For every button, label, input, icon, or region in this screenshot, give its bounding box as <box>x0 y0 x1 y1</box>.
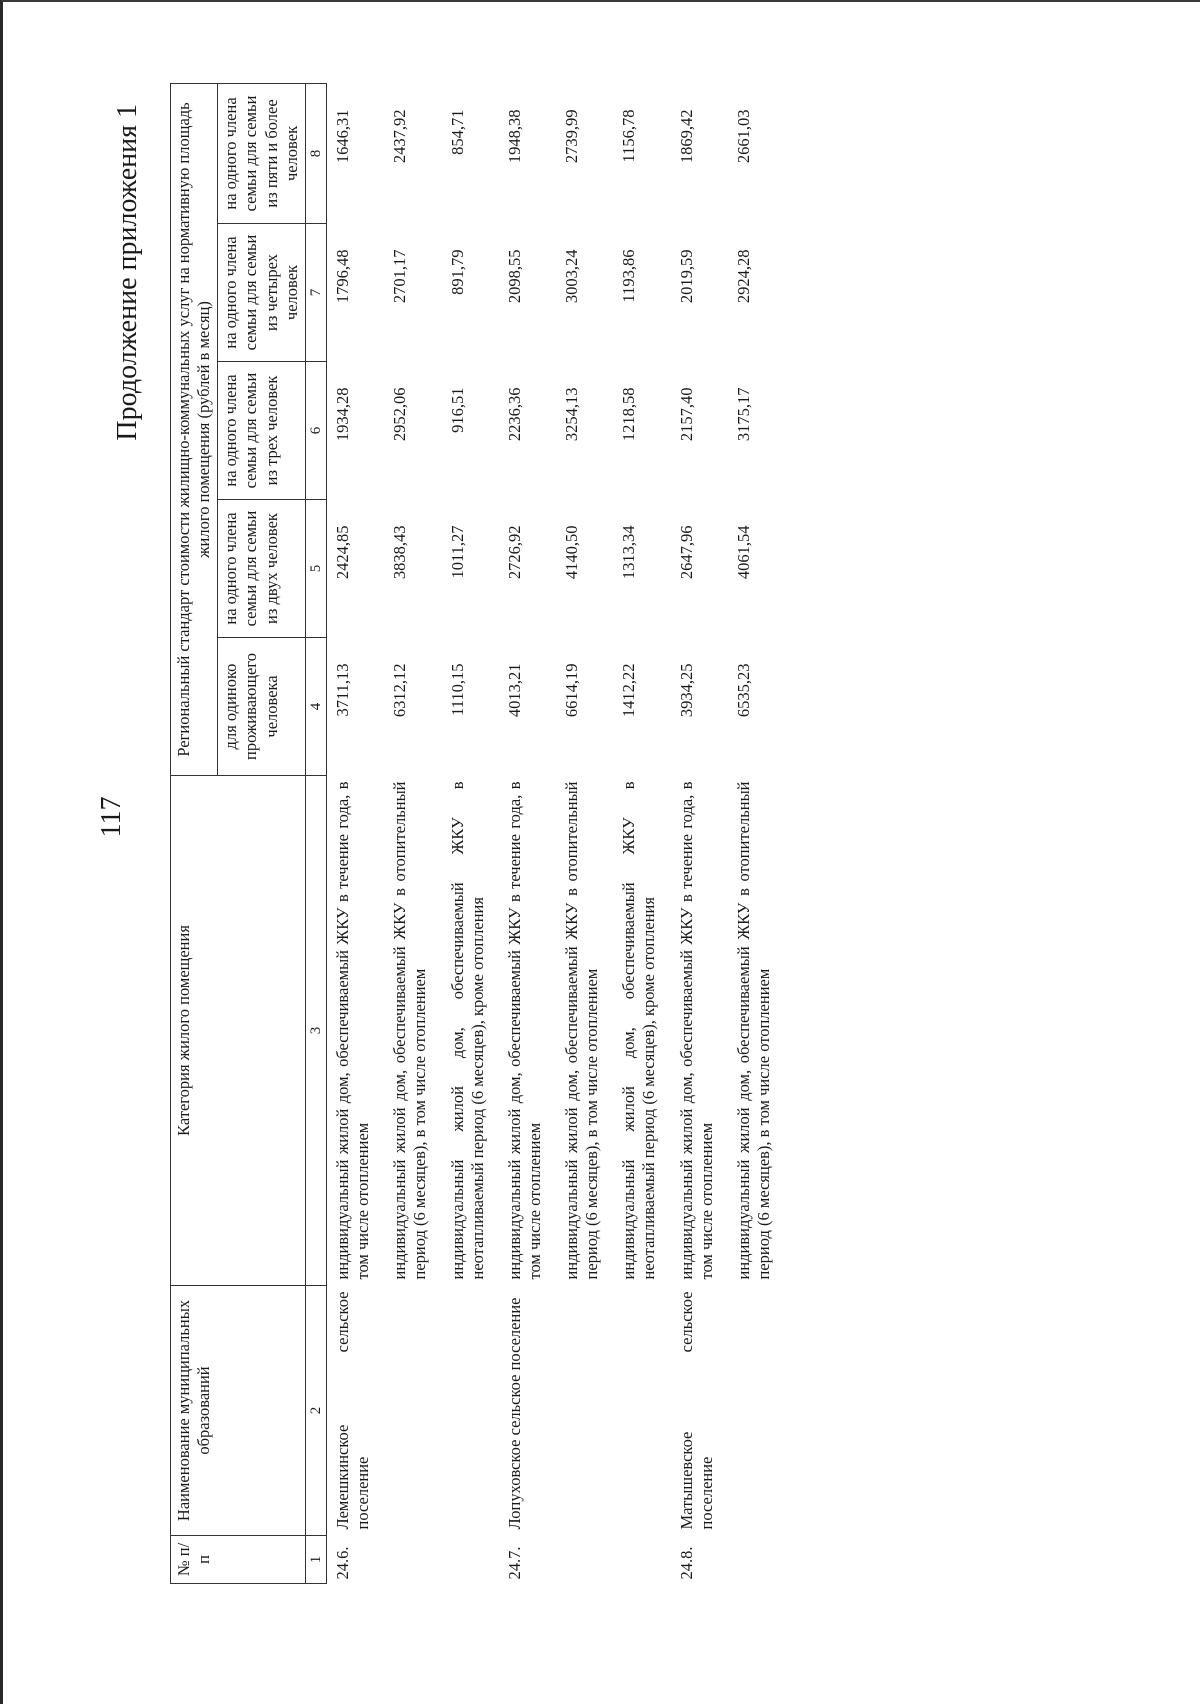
header-name: Наименование муниципальных образований <box>171 1286 306 1536</box>
value-three: 916,51 <box>447 387 467 433</box>
col-number: 5 <box>305 500 326 638</box>
category: индивидуальный жилой дом, обеспечиваемый ЖКУ в течение года, в том числе отоплением <box>676 781 716 1280</box>
table-row <box>327 83 388 1583</box>
value-single: 6535,23 <box>733 663 753 718</box>
value-five: 2661,03 <box>733 109 753 164</box>
value-five: 2437,92 <box>390 109 410 164</box>
value-two: 2647,96 <box>676 525 696 580</box>
value-two: 2424,85 <box>333 525 353 580</box>
value-two: 1313,34 <box>619 525 639 580</box>
col-number: 8 <box>305 83 326 223</box>
value-three: 1218,58 <box>619 387 639 442</box>
col-number: 6 <box>305 362 326 500</box>
value-two: 2726,92 <box>504 525 524 580</box>
value-five: 1646,31 <box>333 109 353 164</box>
value-five: 1156,78 <box>619 109 639 163</box>
value-two: 1011,27 <box>447 525 467 579</box>
category: индивидуальный жилой дом, обеспечиваемый ЖКУ в отопительный период (6 месяцев), в том числе отоплением <box>562 781 602 1280</box>
value-single: 1412,22 <box>619 663 639 718</box>
header-group-title: Региональный стандарт стоимости жилищно-коммунальных услуг на нормативную площадь жилого помещения (рублей в месяц) <box>171 83 218 775</box>
value-four: 1796,48 <box>333 249 353 304</box>
value-three: 2236,36 <box>504 387 524 442</box>
value-single: 3934,25 <box>676 663 696 718</box>
table-row <box>502 83 559 1583</box>
col-number: 7 <box>305 224 326 362</box>
value-four: 2098,55 <box>504 249 524 304</box>
value-four: 2924,28 <box>733 249 753 304</box>
col-number: 1 <box>305 1536 326 1584</box>
row-number: 24.8. <box>676 1546 696 1580</box>
value-four: 2019,59 <box>676 249 696 304</box>
rotated-page <box>0 64 1200 1704</box>
value-three: 3254,13 <box>562 387 582 442</box>
value-single: 3711,13 <box>333 663 353 717</box>
value-single: 6614,19 <box>562 663 582 718</box>
value-four: 2701,17 <box>390 249 410 304</box>
value-two: 3838,43 <box>390 525 410 580</box>
category: индивидуальный жилой дом, обеспечиваемый ЖКУ в отопительный период (6 месяцев), в том числе отоплением <box>390 781 430 1280</box>
row-number: 24.7. <box>504 1546 524 1580</box>
value-four: 3003,24 <box>562 249 582 304</box>
table-row <box>674 83 731 1583</box>
header-sub-two: на одного члена семьи для семьи из двух человек <box>218 500 306 638</box>
value-single: 4013,21 <box>504 663 524 718</box>
value-five: 1948,38 <box>504 109 524 164</box>
value-single: 1110,15 <box>447 663 467 716</box>
header-sub-four: на одного члена семьи для семьи из четырех человек <box>218 224 306 362</box>
category: индивидуальный жилой дом, обеспечиваемый ЖКУ в отопительный период (6 месяцев), в том числе отоплением <box>733 781 773 1280</box>
category: индивидуальный жилой дом, обеспечиваемый ЖКУ в течение года, в том числе отоплением <box>504 781 544 1280</box>
value-two: 4061,54 <box>733 525 753 580</box>
row-number: 24.6. <box>333 1546 353 1580</box>
category: индивидуальный жилой дом, обеспечиваемый ЖКУ в неотапливаемый период (6 месяцев), кроме отопления <box>619 781 659 1280</box>
col-number: 3 <box>305 776 326 1286</box>
category: индивидуальный жилой дом, обеспечиваемый ЖКУ в неотапливаемый период (6 месяцев), кроме отопления <box>447 781 487 1280</box>
header-num: № п/п <box>171 1536 306 1584</box>
category: индивидуальный жилой дом, обеспечиваемый ЖКУ в течение года, в том числе отоплением <box>333 781 373 1280</box>
col-number: 4 <box>305 638 326 776</box>
continuation-title: Продолжение приложения 1 <box>112 104 143 441</box>
value-five: 854,71 <box>447 109 467 155</box>
value-two: 4140,50 <box>562 525 582 580</box>
municipality-name: Лопуховское сельское поселение <box>504 1297 524 1530</box>
value-three: 3175,17 <box>733 387 753 442</box>
value-three: 2952,06 <box>390 387 410 442</box>
value-five: 2739,99 <box>562 109 582 164</box>
municipality-name: Лемешкинское сельское поселение <box>333 1291 373 1530</box>
value-four: 1193,86 <box>619 249 639 303</box>
header-sub-three: на одного члена семьи для семьи из трех человек <box>218 362 306 500</box>
regional-standard-table <box>170 83 788 1584</box>
page-number: 117 <box>96 796 127 838</box>
municipality-name: Матышевское сельское поселение <box>676 1291 716 1530</box>
header-sub-single: для одиноко проживающего человека <box>218 638 306 776</box>
value-four: 891,79 <box>447 249 467 295</box>
header-sub-five: на одного члена семьи для семьи из пяти и более человек <box>218 83 306 223</box>
value-five: 1869,42 <box>676 109 696 164</box>
value-three: 2157,40 <box>676 387 696 442</box>
col-number: 2 <box>305 1286 326 1536</box>
value-three: 1934,28 <box>333 387 353 442</box>
value-single: 6312,12 <box>390 663 410 718</box>
header-category: Категория жилого помещения <box>171 776 306 1286</box>
